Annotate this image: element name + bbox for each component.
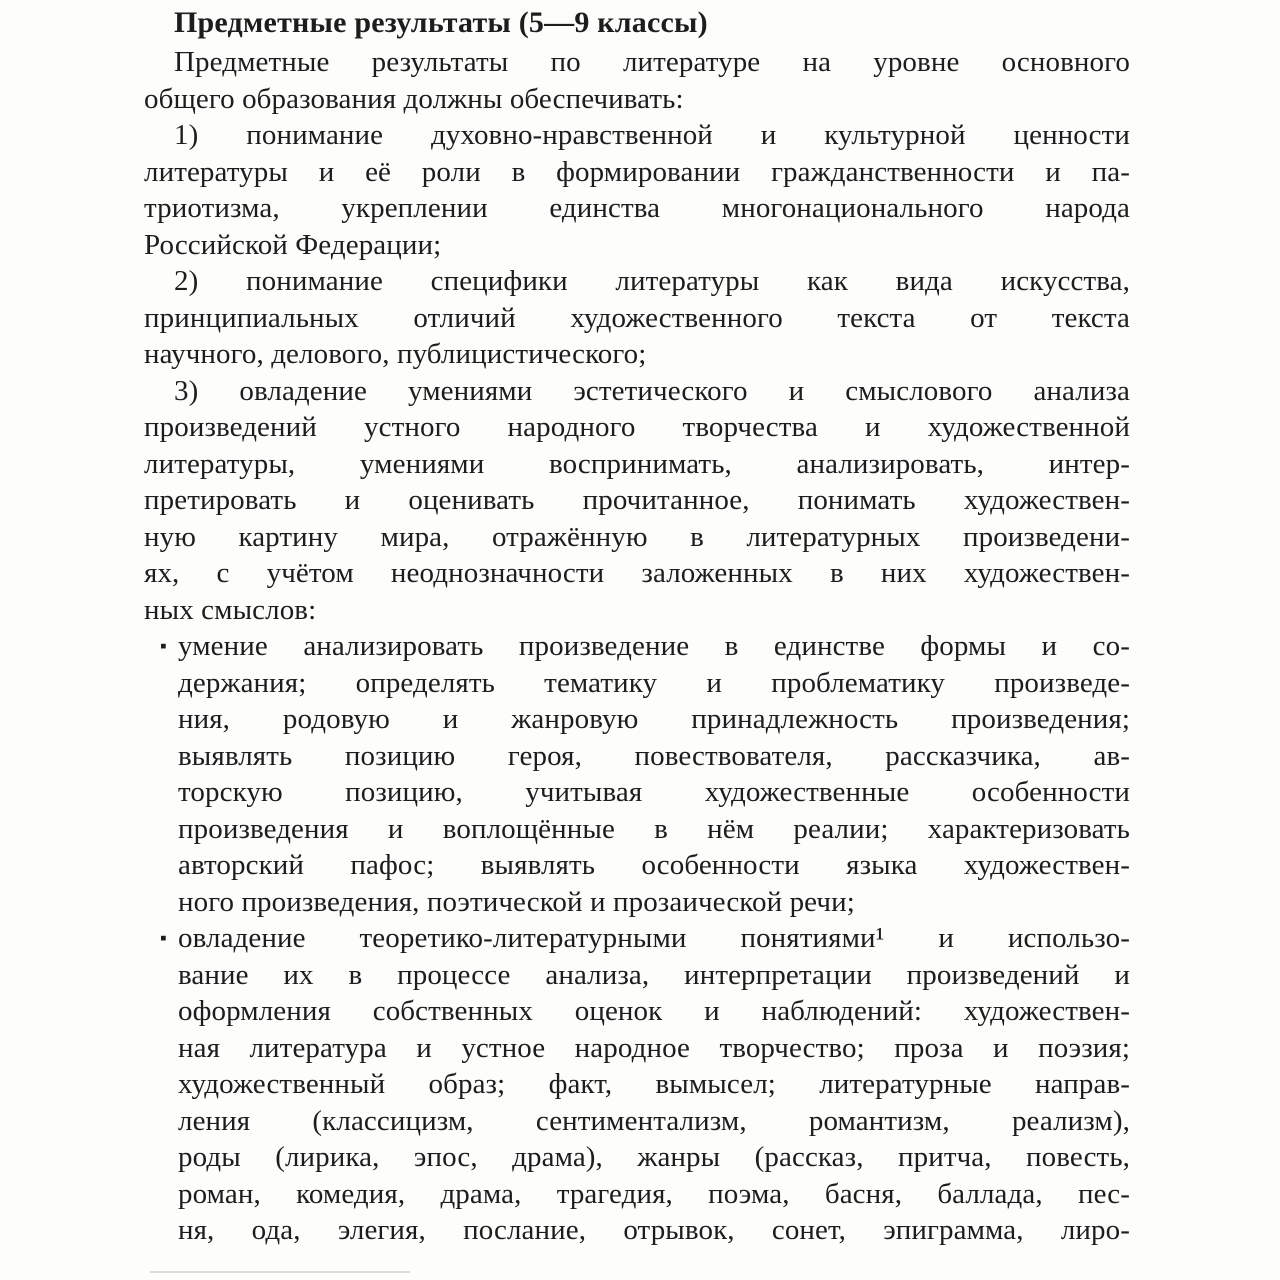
footnote-rule <box>150 1271 410 1273</box>
bullet-marker-icon: ▪ <box>160 928 167 949</box>
text-line: ного произведения, поэтической и прозаической речи; <box>178 885 855 918</box>
list-item <box>144 920 1130 1249</box>
section-heading: Предметные результаты (5—9 классы) <box>174 6 708 39</box>
text-line: литературы, умениями воспринимать, анализировать, интер- <box>144 447 1130 480</box>
text-line: оформления собственных оценок и наблюдений: художествен- <box>178 995 1130 1027</box>
paragraph <box>144 44 1130 117</box>
text-line: ления (классицизм, сентиментализм, романтизм, реализм), <box>178 1104 1130 1137</box>
text-line: вание их в процессе анализа, интерпретации произведений и <box>178 958 1130 991</box>
paragraphs-container <box>144 44 1130 1249</box>
text-line: ня, ода, элегия, послание, отрывок, сонет, эпиграмма, лиро- <box>178 1214 1130 1246</box>
text-line: ную картину мира, отражённую в литературных произведени- <box>144 520 1130 553</box>
text-line: держания; определять тематику и проблематику произведе- <box>178 666 1130 699</box>
text-line: принципиальных отличий художественного текста от текста <box>144 301 1130 334</box>
text-line: Предметные результаты по литературе на уровне основного <box>174 46 1130 78</box>
paragraph <box>144 373 1130 629</box>
text-line: Российской Федерации; <box>144 228 442 261</box>
text-line: ▪ овладение теоретико-литературными понятиями¹ и использо- <box>178 920 1130 957</box>
text-line: торскую позицию, учитывая художественные особенности <box>178 776 1130 808</box>
text-line: научного, делового, публицистического; <box>144 338 647 370</box>
text-line: общего образования должны обеспечивать: <box>144 82 684 115</box>
text-line: триотизма, укреплении единства многонационального народа <box>144 192 1130 224</box>
paragraph <box>144 117 1130 263</box>
text-line: ях, с учётом неоднозначности заложенных в них художествен- <box>144 557 1130 589</box>
text-line: произведений устного народного творчества и художественной <box>144 411 1130 443</box>
text-line: роды (лирика, эпос, драма), жанры (рассказ, притча, повесть, <box>178 1141 1130 1173</box>
paragraph <box>144 263 1130 373</box>
text-block <box>144 0 1130 1249</box>
text-line: ▪ умение анализировать произведение в единстве формы и со- <box>178 628 1130 665</box>
text-line: литературы и её роли в формировании гражданственности и па- <box>144 155 1130 188</box>
text-line: 1) понимание духовно-нравственной и культурной ценности <box>174 119 1130 151</box>
text-line: художественный образ; факт, вымысел; литературные направ- <box>178 1068 1130 1100</box>
text-line: роман, комедия, драма, трагедия, поэма, басня, баллада, пес- <box>178 1177 1130 1210</box>
text-line: ных смыслов: <box>144 593 317 626</box>
text-line: ная литература и устное народное творчество; проза и поэзия; <box>178 1031 1130 1064</box>
text-line: произведения и воплощённые в нём реалии; характеризовать <box>178 812 1130 845</box>
text-line: претировать и оценивать прочитанное, понимать художествен- <box>144 484 1130 516</box>
text-line: авторский пафос; выявлять особенности языка художествен- <box>178 849 1130 881</box>
text-line: ния, родовую и жанровую принадлежность произведения; <box>178 703 1130 735</box>
text-line: выявлять позицию героя, повествователя, рассказчика, ав- <box>178 739 1130 772</box>
text-line: 3) овладение умениями эстетического и смыслового анализа <box>174 374 1130 407</box>
text-line: 2) понимание специфики литературы как вида искусства, <box>174 265 1130 297</box>
list-item <box>144 628 1130 920</box>
bullet-marker-icon: ▪ <box>160 636 167 657</box>
